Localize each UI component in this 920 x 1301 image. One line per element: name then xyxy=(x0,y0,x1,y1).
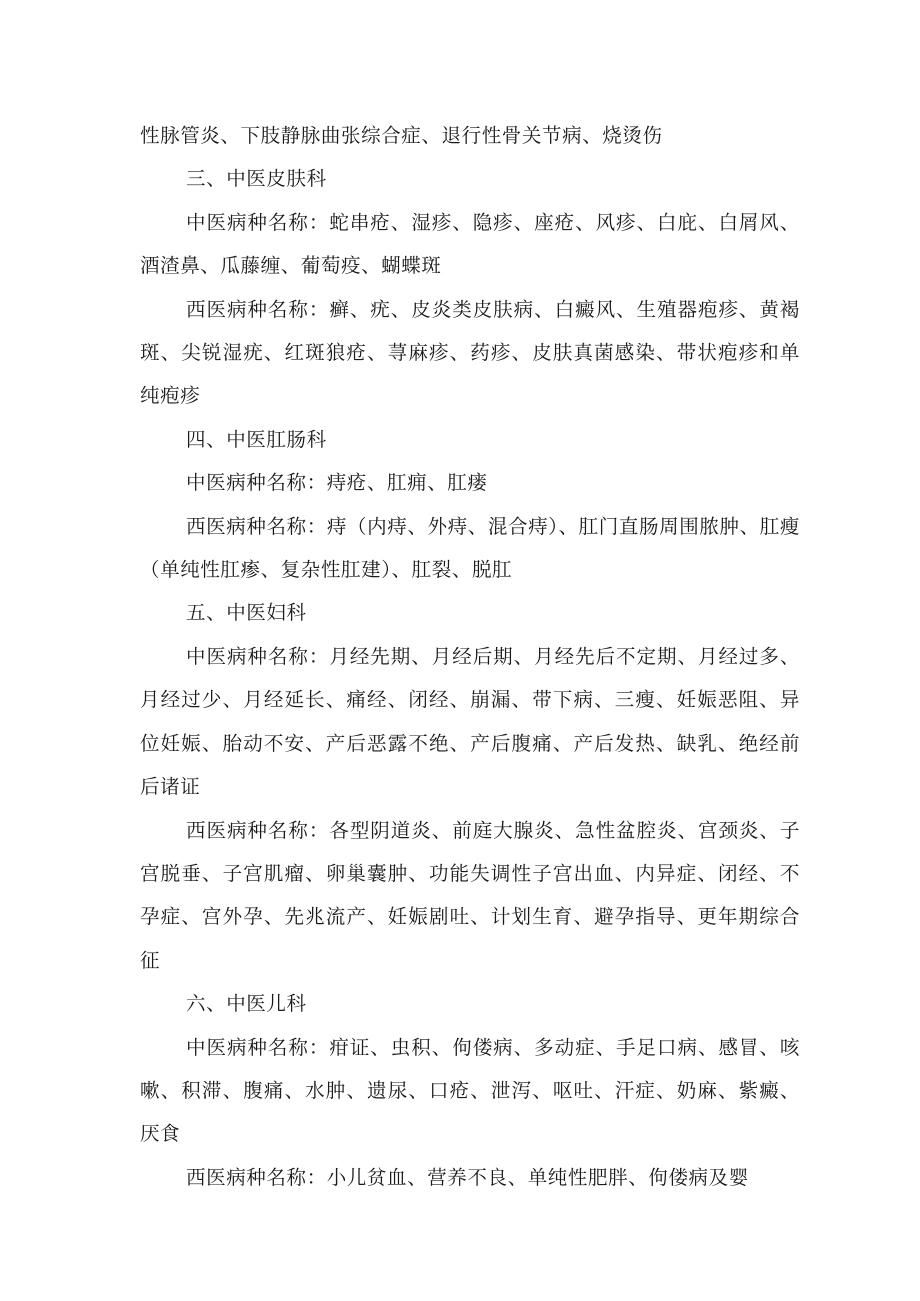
document-page xyxy=(140,114,800,1199)
tcm-disease-list-anorectal: 中医病种名称：痔疮、肛痈、肛瘘 xyxy=(186,471,488,495)
western-disease-list-dermatology: 西医病种名称：癣、疣、皮炎类皮肤病、白癜风、生殖器疱疹、黄褐斑、尖锐湿疣、红斑狼疮、荨麻疹、药疹、皮肤真菌感染、带状疱疹和单纯疱疹 xyxy=(140,297,800,408)
section-heading-pediatrics: 六、中医儿科 xyxy=(186,992,307,1016)
tcm-disease-list-pediatrics: 中医病种名称：疳证、虫积、佝偻病、多动症、手足口病、感冒、咳嗽、积滞、腹痛、水肿、遗尿、口疮、泄泻、呕吐、汗症、奶麻、紫癜、厌食 xyxy=(140,1035,800,1146)
section-heading-dermatology: 三、中医皮肤科 xyxy=(186,167,327,191)
section-heading-anorectal: 四、中医肛肠科 xyxy=(186,427,327,451)
western-disease-list-gynecology: 西医病种名称：各型阴道炎、前庭大腺炎、急性盆腔炎、宫颈炎、子宫脱垂、子宫肌瘤、卵巢囊肿、功能失调性子宫出血、内异症、闭经、不孕症、宫外孕、先兆流产、妊娠剧吐、计划生育、避孕指导、更年期综合征 xyxy=(140,818,800,972)
tcm-disease-list-gynecology: 中医病种名称：月经先期、月经后期、月经先后不定期、月经过多、月经过少、月经延长、痛经、闭经、崩漏、带下病、三瘦、妊娠恶阻、异位妊娠、胎动不安、产后恶露不绝、产后腹痛、产后发热、缺乳、绝经前后诸证 xyxy=(140,644,800,799)
western-disease-list-pediatrics: 西医病种名称：小儿贫血、营养不良、单纯性肥胖、佝偻病及婴 xyxy=(186,1165,749,1189)
western-disease-list-anorectal: 西医病种名称：痔（内痔、外痔、混合痔）、肛门直肠周围脓肿、肛瘦（单纯性肛瘆、复杂性肛建）、肛裂、脱肛 xyxy=(140,514,800,582)
continued-list-line: 性脉管炎、下肢静脉曲张综合症、退行性骨关节病、烧烫伤 xyxy=(140,124,663,147)
tcm-disease-list-dermatology: 中医病种名称：蛇串疮、湿疹、隐疹、座疮、风疹、白庇、白屑风、酒渣鼻、瓜藤缠、葡萄疫、蝴蝶斑 xyxy=(140,210,800,278)
section-heading-gynecology: 五、中医妇科 xyxy=(186,601,307,625)
